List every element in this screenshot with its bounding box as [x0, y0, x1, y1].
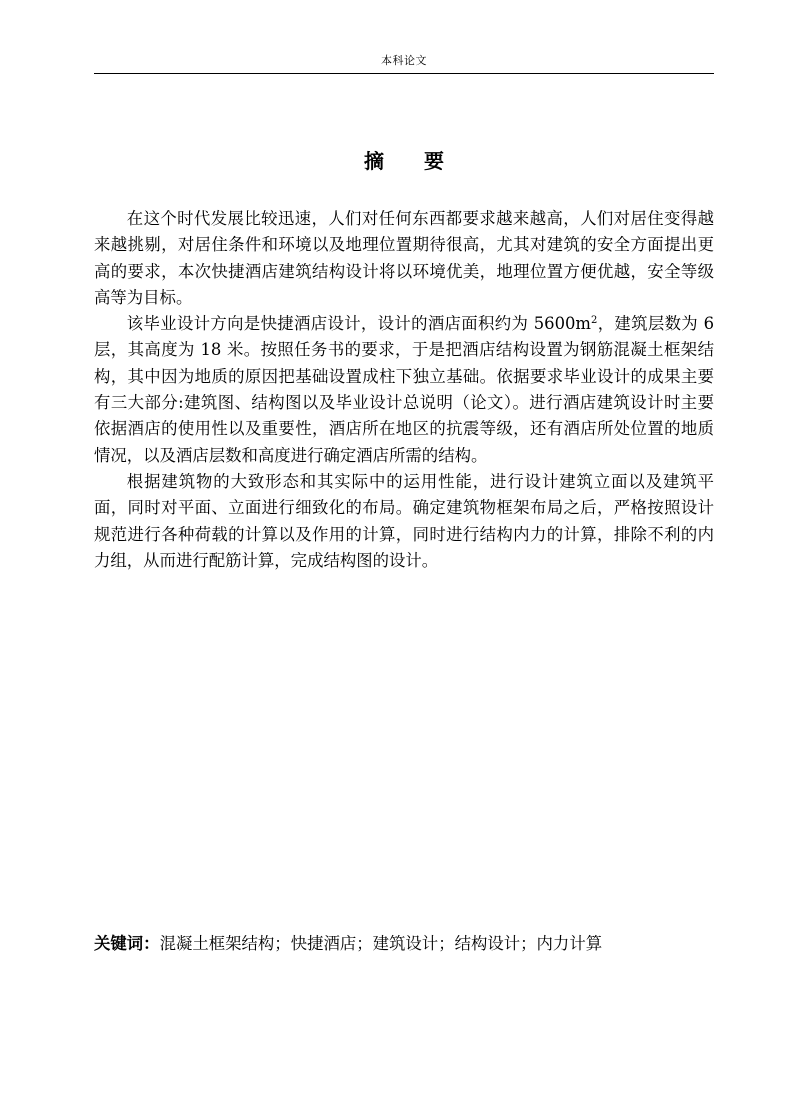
abstract-body	[94, 206, 714, 574]
area-unit-superscript: 2	[590, 315, 598, 327]
abstract-paragraph-1: 在这个时代发展比较迅速，人们对任何东西都要求越来越高，人们对居住变得越来越挑剔，对居住条件和环境以及地理位置期待很高，尤其对建筑的安全方面提出更高的要求，本次快捷酒店建筑结构设计将以环境优美，地理位置方便优越，安全等级高等为目标。	[94, 209, 714, 307]
paragraph-2-text-after-superscript: ，建筑层数为 6 层，其高度为 18 米。按照任务书的要求，于是把酒店结构设置为钢筋混凝土框架结构，其中因为地质的原因把基础设置成柱下独立基础。依据要求毕业设计的成果主要有三大部分:建筑图、结构图以及毕业设计总说明（论文）。进行酒店建筑设计时主要依据酒店的使用性以及重要性，酒店所在地区的抗震等级，还有酒店所处位置的地质情况，以及酒店层数和高度进行确定酒店所需的结构。	[94, 314, 715, 465]
abstract-title-char-2: 要	[424, 149, 444, 173]
keywords-line	[94, 931, 734, 957]
running-header: 本科论文	[381, 54, 427, 67]
abstract-paragraph-3: 根据建筑物的大致形态和其实际中的运用性能，进行设计建筑立面以及建筑平面，同时对平面、立面进行细致化的布局。确定建筑物框架布局之后，严格按照设计规范进行各种荷载的计算以及作用的计算，同时进行结构内力的计算，排除不利的内力组，从而进行配筋计算，完成结构图的设计。	[94, 471, 714, 570]
keywords-label: 关键词：	[94, 934, 160, 953]
header-divider	[94, 73, 714, 74]
abstract-paragraph-2	[94, 311, 714, 469]
abstract-title-char-1: 摘	[364, 149, 384, 173]
abstract-title	[94, 148, 714, 174]
keywords-text: 混凝土框架结构；快捷酒店；建筑设计；结构设计；内力计算	[159, 934, 603, 953]
paragraph-2-text-before-superscript: 该毕业设计方向是快捷酒店设计，设计的酒店面积约为 5600m	[126, 314, 591, 334]
